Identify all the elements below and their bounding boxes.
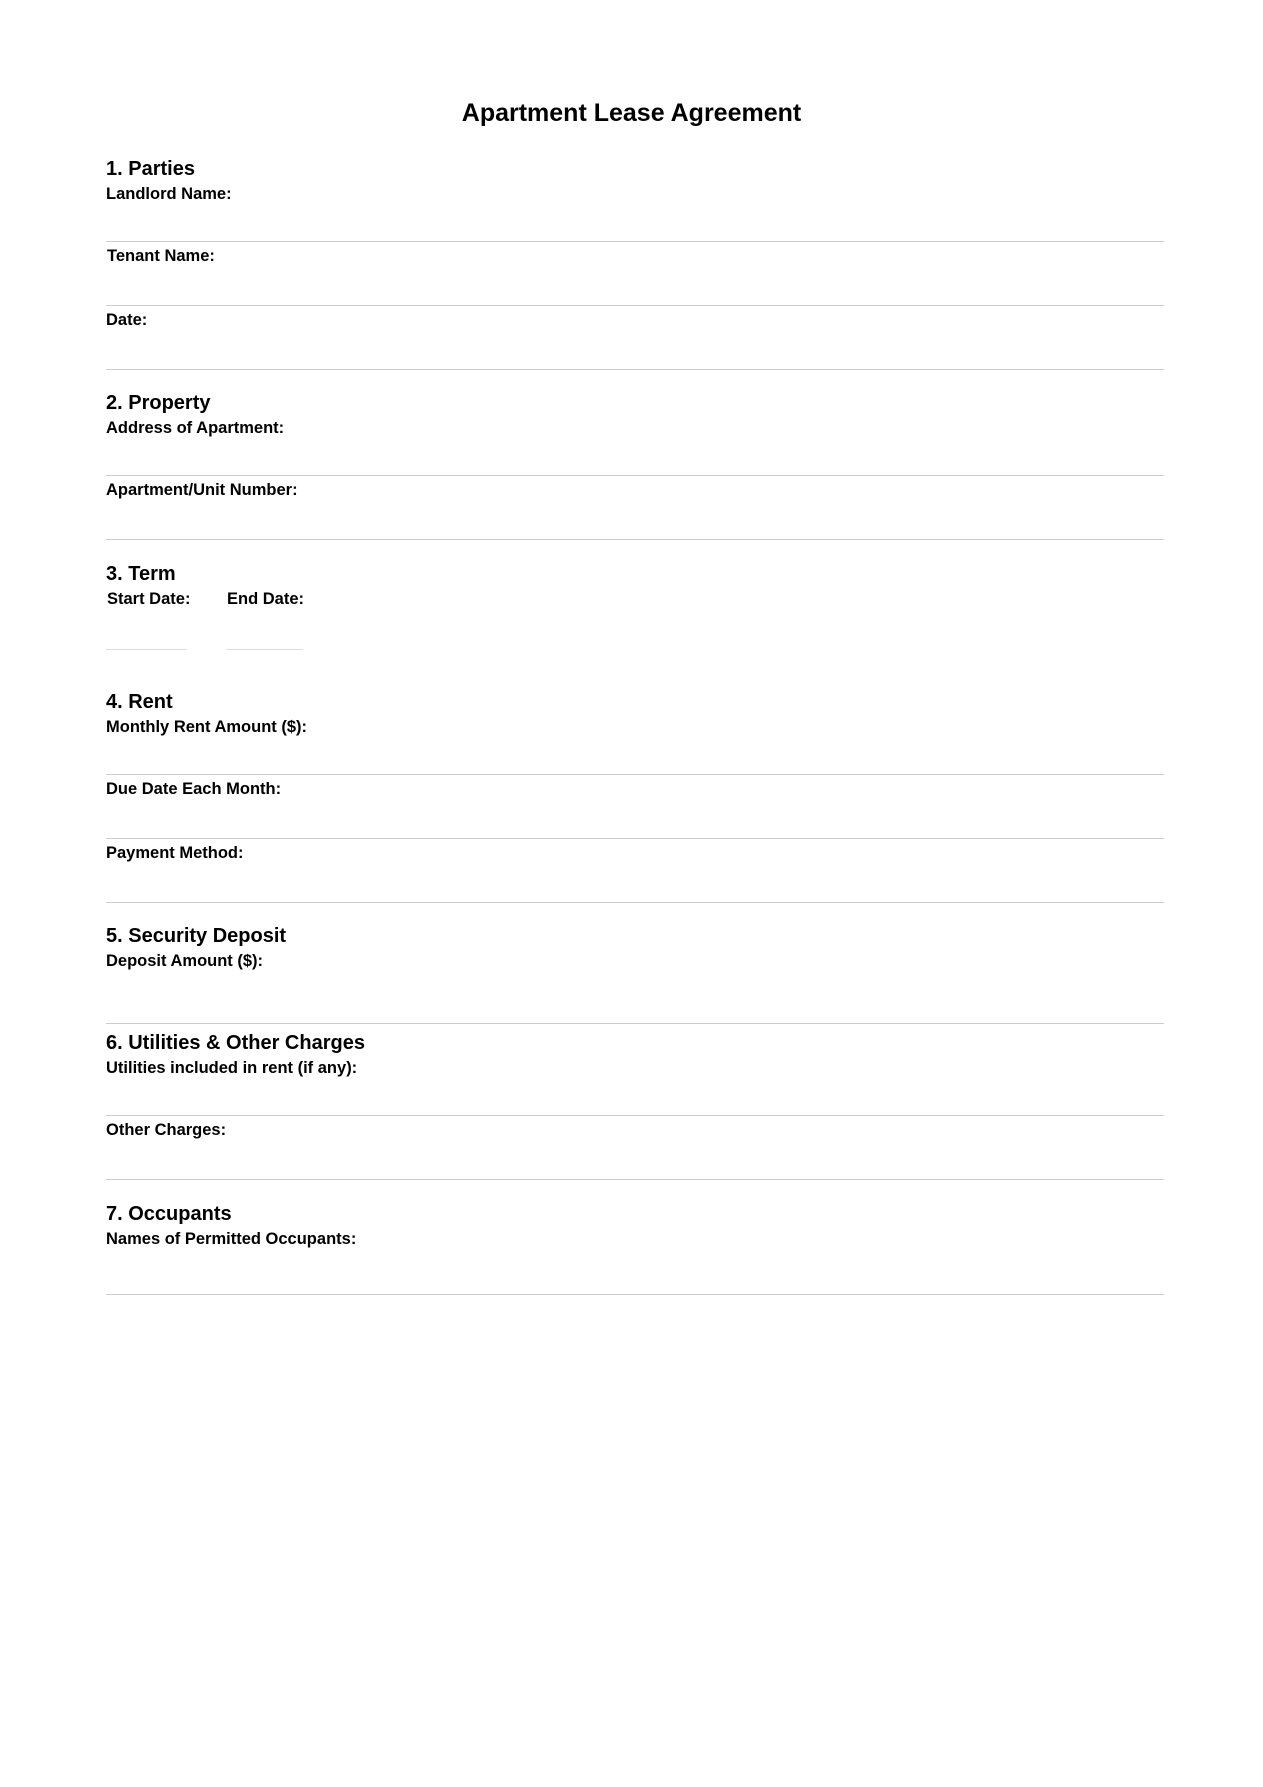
landlord-name-label: Landlord Name: [106,185,232,203]
deposit-amount-field [106,948,1164,1024]
section-heading-utilities: 6. Utilities & Other Charges [106,1032,365,1054]
start-date-input[interactable] [106,617,187,649]
address-field [106,415,1164,476]
section-heading-parties: 1. Parties [106,158,195,180]
due-date-field [106,775,1164,839]
payment-method-label: Payment Method: [106,844,244,862]
section-term [106,562,1164,650]
section-occupants [106,1202,1164,1295]
section-heading-occupants: 7. Occupants [106,1203,232,1225]
tenant-name-field [106,242,1164,306]
address-label: Address of Apartment: [106,419,285,437]
address-input[interactable] [106,443,1164,475]
utilities-included-input[interactable] [106,1083,1164,1115]
date-field [106,306,1164,370]
monthly-rent-field [106,714,1164,775]
utilities-included-field [106,1055,1164,1116]
due-date-input[interactable] [106,806,1164,838]
date-input[interactable] [106,337,1164,369]
occupants-names-label: Names of Permitted Occupants: [106,1230,357,1248]
utilities-included-label: Utilities included in rent (if any): [106,1059,358,1077]
unit-number-label: Apartment/Unit Number: [106,481,298,499]
occupants-names-input[interactable] [106,1262,1164,1294]
payment-method-input[interactable] [106,870,1164,902]
monthly-rent-label: Monthly Rent Amount ($): [106,718,308,736]
end-date-input[interactable] [227,617,303,649]
section-heading-security-deposit: 5. Security Deposit [106,925,287,947]
occupants-names-field [106,1226,1164,1295]
other-charges-label: Other Charges: [106,1121,227,1139]
landlord-name-field [106,181,1164,242]
unit-number-field [106,476,1164,540]
payment-method-field [106,839,1164,903]
document-title: Apartment Lease Agreement [461,99,802,127]
start-date-field [106,586,191,650]
due-date-label: Due Date Each Month: [106,780,282,798]
other-charges-input[interactable] [106,1147,1164,1179]
other-charges-field [106,1116,1164,1180]
end-date-field [227,586,303,650]
landlord-name-input[interactable] [106,209,1164,241]
section-heading-property: 2. Property [106,392,211,414]
section-property [106,391,1164,540]
section-rent [106,690,1164,903]
section-heading-rent: 4. Rent [106,691,173,713]
deposit-amount-input[interactable] [106,991,1164,1023]
term-row [106,586,1164,650]
unit-number-input[interactable] [106,507,1164,539]
tenant-name-input[interactable] [106,273,1164,305]
section-security-deposit [106,924,1164,1024]
section-utilities [106,1031,1164,1180]
end-date-label: End Date: [227,590,305,608]
deposit-amount-label: Deposit Amount ($): [106,952,264,970]
tenant-name-label: Tenant Name: [107,247,215,265]
section-parties [106,157,1164,370]
section-heading-term: 3. Term [106,563,176,585]
date-label: Date: [106,311,148,329]
monthly-rent-input[interactable] [106,742,1164,774]
start-date-label: Start Date: [107,590,191,608]
